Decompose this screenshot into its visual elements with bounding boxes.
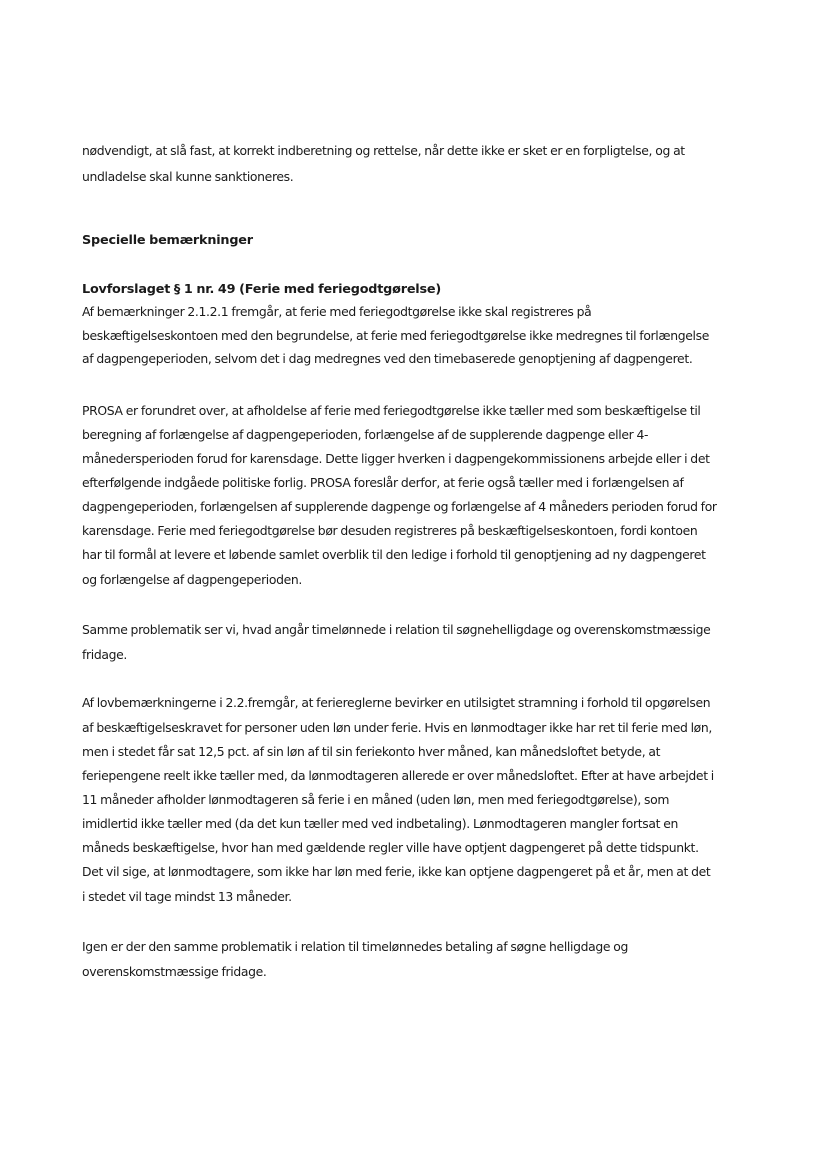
paragraph4-line-7: måneds beskæftigelse, hvor han med gældende regler ville have optjent dagpengeret på dette tidspunkt. [82, 840, 699, 855]
paragraph2-line-7: har til formål at levere et løbende samlet overblik til den ledige i forhold til genoptjening ad ny dagpengeret [82, 547, 706, 562]
paragraph4-line-9: i stedet vil tage mindst 13 måneder. [82, 889, 292, 904]
paragraph2-line-6: karensdage. Ferie med feriegodtgørelse bør desuden registreres på beskæftigelseskontoen, fordi kontoen [82, 523, 698, 538]
paragraph4-line-1: Af lovbemærkningerne i 2.2.fremgår, at feriereglerne bevirker en utilsigtet stramning i forhold til opgørelsen [82, 695, 711, 710]
paragraph2-line-1: PROSA er forundret over, at afholdelse af ferie med feriegodtgørelse ikke tæller med som beskæftigelse til [82, 403, 701, 418]
paragraph4-line-2: af beskæftigelseskravet for personer uden løn under ferie. Hvis en lønmodtager ikke har ret til ferie med løn, [82, 720, 712, 735]
paragraph4-line-8: Det vil sige, at lønmodtagere, som ikke har løn med ferie, ikke kan optjene dagpengeret på et år, men at det [82, 864, 711, 879]
section-heading: Specielle bemærkninger [82, 233, 253, 248]
paragraph2-line-3: månedersperioden forud for karensdage. Dette ligger hverken i dagpengekommissionens arbejde eller i det [82, 451, 710, 466]
paragraph2-line-4: efterfølgende indgåede politiske forlig. PROSA foreslår derfor, at ferie også tæller med i forlængelsen af [82, 475, 684, 490]
paragraph4-line-4: feriepengene reelt ikke tæller med, da lønmodtageren allerede er over månedsloftet. Efter at have arbejdet i [82, 768, 714, 783]
paragraph1-line-3: af dagpengeperioden, selvom det i dag medregnes ved den timebaserede genoptjening af dagpengeret. [82, 351, 693, 366]
paragraph3-line-2: fridage. [82, 647, 127, 662]
intro-line-1: nødvendigt, at slå fast, at korrekt indberetning og rettelse, når dette ikke er sket er en forpligtelse, og at [82, 143, 685, 158]
paragraph4-line-3: men i stedet får sat 12,5 pct. af sin løn af til sin feriekonto hver måned, kan månedsloftet betyde, at [82, 744, 661, 759]
intro-line-2: undladelse skal kunne sanktioneres. [82, 169, 294, 184]
paragraph1-line-2: beskæftigelseskontoen med den begrundelse, at ferie med feriegodtgørelse ikke medregnes til forlængelse [82, 328, 709, 343]
paragraph2-line-5: dagpengeperioden, forlængelsen af supplerende dagpenge og forlængelse af 4 måneders perioden forud for [82, 499, 717, 514]
paragraph5-line-2: overenskomstmæssige fridage. [82, 964, 267, 979]
paragraph2-line-8: og forlængelse af dagpengeperioden. [82, 572, 303, 587]
subsection-heading: Lovforslaget § 1 nr. 49 (Ferie med feriegodtgørelse) [82, 282, 442, 297]
paragraph2-line-2: beregning af forlængelse af dagpengeperioden, forlængelse af de supplerende dagpenge eller 4- [82, 427, 649, 442]
paragraph1-line-1: Af bemærkninger 2.1.2.1 fremgår, at ferie med feriegodtgørelse ikke skal registreres på [82, 304, 592, 319]
paragraph3-line-1: Samme problematik ser vi, hvad angår timelønnede i relation til søgnehelligdage og overenskomstmæssige [82, 622, 711, 637]
paragraph4-line-5: 11 måneder afholder lønmodtageren så ferie i en måned (uden løn, men med feriegodtgørelse), som [82, 792, 670, 807]
paragraph5-line-1: Igen er der den samme problematik i relation til timelønnedes betaling af søgne helligdage og [82, 939, 629, 954]
paragraph4-line-6: imidlertid ikke tæller med (da det kun tæller med ved indbetaling). Lønmodtageren mangler fortsat en [82, 816, 678, 831]
